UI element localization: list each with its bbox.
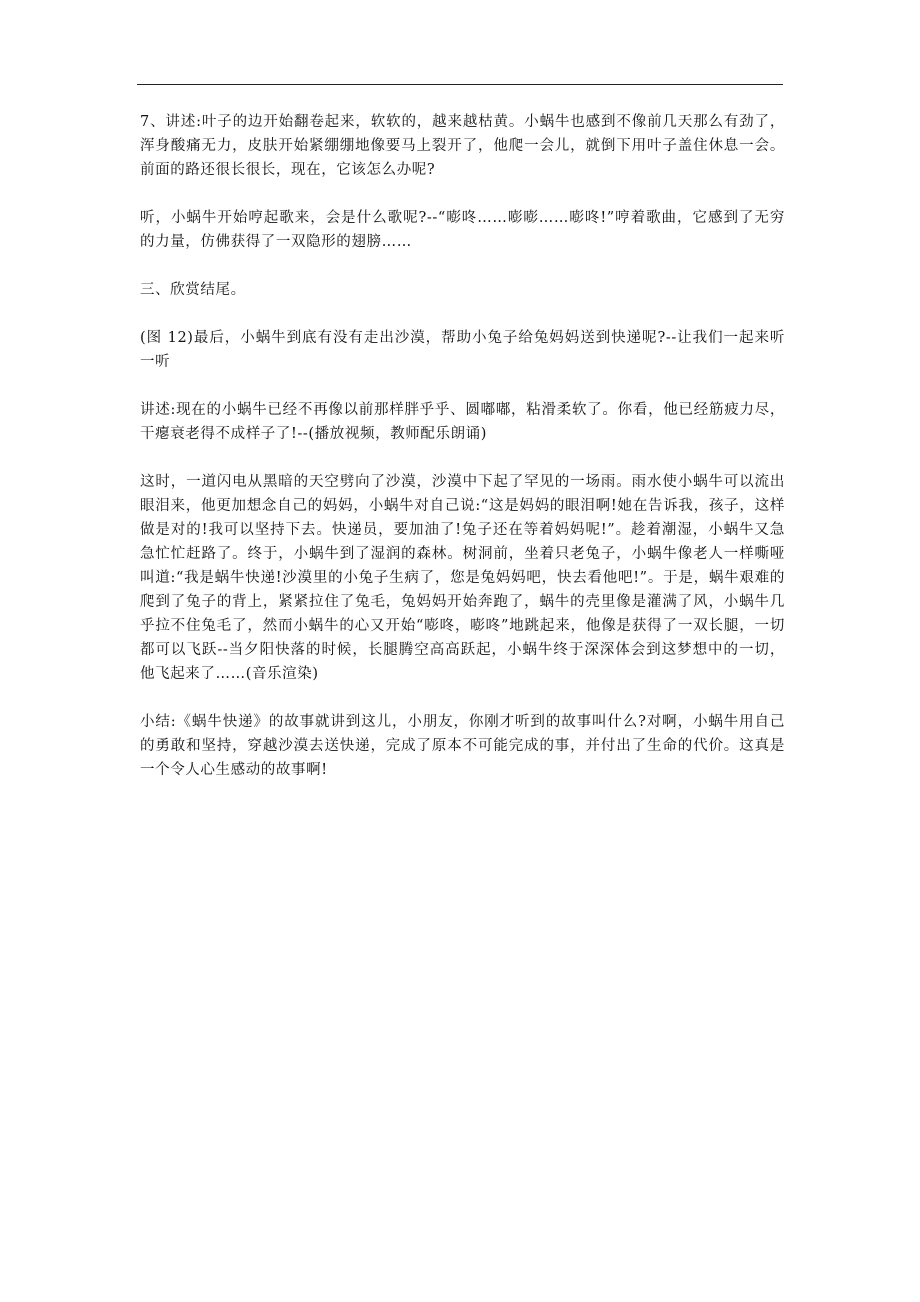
paragraph-figure-12: (图 12)最后，小蜗牛到底有没有走出沙漠，帮助小兔子给兔妈妈送到快递呢?--让我们一起来听一听 <box>140 330 785 370</box>
document-body <box>140 110 785 806</box>
paragraph-narration: 讲述:现在的小蜗牛已经不再像以前那样胖乎乎、圆嘟嘟，粘滑柔软了。你看，他已经筋疲力尽，干瘪衰老得不成样子了!--(播放视频，教师配乐朗诵) <box>140 402 785 442</box>
paragraph-song: 听，小蜗牛开始哼起歌来，会是什么歌呢?--“嘭咚……嘭嘭……嘭咚!”哼着歌曲，它感到了无穷的力量，仿佛获得了一双隐形的翅膀…… <box>140 210 785 250</box>
paragraph-narration-7: 7、讲述:叶子的边开始翻卷起来，软软的，越来越枯黄。小蜗牛也感到不像前几天那么有劲了，浑身酸痛无力，皮肤开始紧绷绷地像要马上裂开了，他爬一会儿，就倒下用叶子盖住休息一会。前面的路还很长很长，现在，它该怎么办呢? <box>140 114 785 178</box>
section-heading-ending: 三、欣赏结尾。 <box>140 282 246 298</box>
header-rule <box>137 84 783 85</box>
paragraph-story-climax: 这时，一道闪电从黑暗的天空劈向了沙漠，沙漠中下起了罕见的一场雨。雨水使小蜗牛可以流出眼泪来，他更加想念自己的妈妈，小蜗牛对自己说:“这是妈妈的眼泪啊!她在告诉我，孩子，这样做是对的!我可以坚持下去。快递员，要加油了!兔子还在等着妈妈呢!”。趁着潮湿，小蜗牛又急急忙忙赶路了。终于，小蜗牛到了湿润的森林。树洞前，坐着只老兔子，小蜗牛像老人一样嘶哑叫道:“我是蜗牛快递!沙漠里的小兔子生病了，您是兔妈妈吧，快去看他吧!”。于是，蜗牛艰难的爬到了兔子的背上，紧紧拉住了兔毛，兔妈妈开始奔跑了，蜗牛的壳里像是灌满了风，小蜗牛几乎拉不住兔毛了，然而小蜗牛的心又开始“嘭咚，嘭咚”地跳起来，他像是获得了一双长腿，一切都可以飞跃--当夕阳快落的时候，长腿腾空高高跃起，小蜗牛终于深深体会到这梦想中的一切，他飞起来了……(音乐渲染) <box>140 474 785 682</box>
paragraph-summary: 小结:《蜗牛快递》的故事就讲到这儿，小朋友，你刚才听到的故事叫什么?对啊，小蜗牛用自己的勇敢和坚持，穿越沙漠去送快递，完成了原本不可能完成的事，并付出了生命的代价。这真是一个令人心生感动的故事啊! <box>140 714 785 778</box>
